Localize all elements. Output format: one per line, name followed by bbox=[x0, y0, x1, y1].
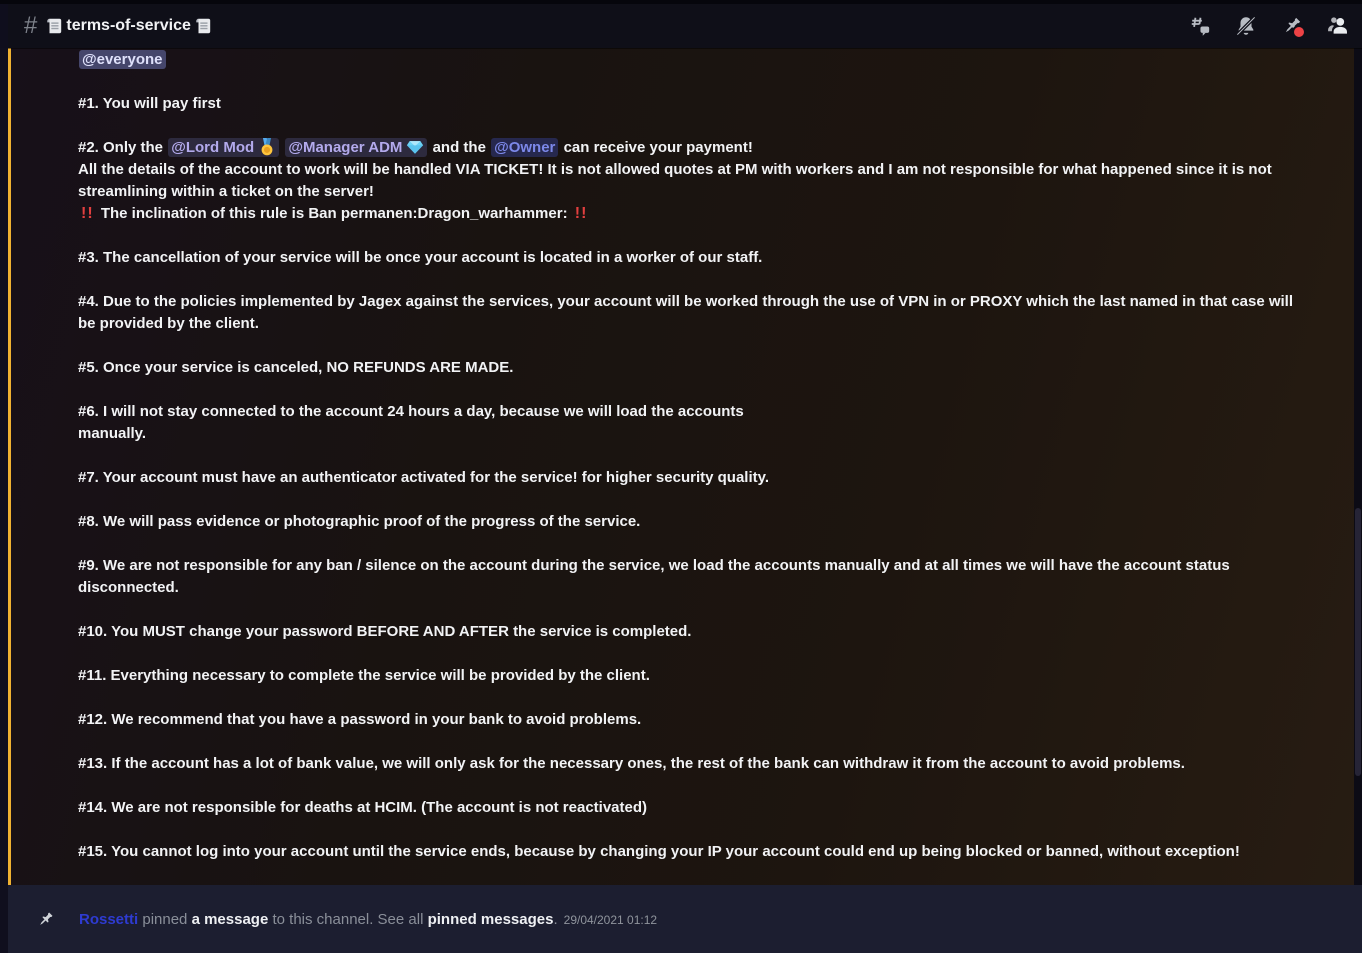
message-text: #14. We are not responsible for deaths at HCIM. (The account is not reactivated) bbox=[78, 799, 648, 816]
message-text: #2. Only the bbox=[78, 139, 168, 156]
message-text: #13. If the account has a lot of bank value, we will only ask for the necessary ones, the rest of the bank can withdraw it from the account to avoid problems. bbox=[78, 755, 1185, 772]
bell-muted-icon bbox=[1235, 15, 1257, 37]
message-text: #1. You will pay first bbox=[78, 95, 221, 112]
message-paragraph bbox=[78, 291, 1313, 335]
message-text: can receive your payment! bbox=[559, 139, 753, 156]
pin-icon bbox=[36, 910, 55, 929]
message-text: manually. bbox=[78, 425, 147, 442]
chat-scrollbar[interactable] bbox=[1354, 48, 1362, 885]
message-paragraph bbox=[78, 511, 1313, 533]
message-paragraph bbox=[78, 247, 1313, 269]
message-text: #6. I will not stay connected to the account 24 hours a day, because we will load the accounts bbox=[78, 403, 744, 420]
mention-lord-mod[interactable]: @Lord Mod bbox=[168, 138, 279, 157]
members-icon bbox=[1327, 15, 1349, 37]
message-text: #7. Your account must have an authenticator activated for the service! for higher security quality. bbox=[78, 469, 770, 486]
message-text: #12. We recommend that you have a password in your bank to avoid problems. bbox=[78, 711, 642, 728]
message-text: and the bbox=[428, 139, 491, 156]
timestamp: 29/04/2021 01:12 bbox=[563, 912, 658, 927]
message-area bbox=[8, 48, 1354, 885]
message-text: #8. We will pass evidence or photographic proof of the progress of the service. bbox=[78, 513, 641, 530]
member-list-button[interactable] bbox=[1326, 14, 1350, 38]
message-paragraph bbox=[78, 841, 1313, 863]
window-left-edge bbox=[0, 48, 8, 953]
message-text: #10. You MUST change your password BEFORE AND AFTER the service is completed. bbox=[78, 623, 692, 640]
scroll-emoji bbox=[45, 17, 63, 35]
message-paragraph bbox=[78, 753, 1313, 775]
message-paragraph bbox=[78, 467, 1313, 489]
message-text: #4. Due to the policies implemented by Jagex against the services, your account will be worked through the use of VPN in or PROXY which the last named in that case will be provided by the client. bbox=[78, 293, 1294, 332]
notice-text: . bbox=[553, 910, 558, 928]
mention-manager-adm[interactable]: @Manager ADM bbox=[285, 138, 427, 157]
message-paragraph bbox=[78, 665, 1313, 687]
message-text: #11. Everything necessary to complete the service will be provided by the client. bbox=[78, 667, 650, 684]
pinned-messages-link[interactable]: pinned messages bbox=[427, 910, 554, 928]
message-text: All the details of the account to work will be handled VIA TICKET! It is not allowed quotes at PM with workers and I am not responsible for what happened since it is not streamlining within a ticket on the server! bbox=[78, 161, 1272, 200]
message-paragraph bbox=[78, 357, 1313, 379]
message-paragraph bbox=[78, 401, 1313, 445]
message-paragraph bbox=[78, 797, 1313, 819]
message-text: The inclination of this rule is Ban permanen:Dragon_warhammer: bbox=[96, 205, 572, 222]
medal-emoji bbox=[258, 138, 276, 156]
mention-everyone[interactable]: @everyone bbox=[79, 50, 166, 69]
double-exclamation-emoji: !! bbox=[81, 205, 94, 222]
gem-emoji bbox=[406, 138, 424, 156]
message-paragraph bbox=[78, 49, 1313, 71]
scroll-emoji bbox=[194, 17, 212, 35]
highlighted-message bbox=[78, 49, 1354, 908]
message-text: #5. Once your service is canceled, NO REFUNDS ARE MADE. bbox=[78, 359, 514, 376]
message-paragraph bbox=[78, 621, 1313, 643]
channel-hash-icon: # bbox=[24, 12, 38, 39]
pinned-messages-button[interactable] bbox=[1280, 14, 1304, 38]
message-text: #3. The cancellation of your service will be once your account is located in a worker of our staff. bbox=[78, 249, 763, 266]
channel-name: terms-of-service bbox=[66, 17, 191, 34]
mention-owner[interactable]: @Owner bbox=[491, 138, 558, 157]
message-text: #15. You cannot log into your account until the service ends, because by changing your IP your account could end up being blocked or banned, without exception! bbox=[78, 843, 1240, 860]
notice-text: to this channel. See all bbox=[268, 910, 428, 928]
threads-button[interactable] bbox=[1188, 14, 1212, 38]
username-link[interactable]: Rossetti bbox=[79, 910, 139, 928]
message-paragraph bbox=[78, 709, 1313, 731]
threads-icon bbox=[1189, 15, 1211, 37]
message-paragraph bbox=[78, 93, 1313, 115]
channel-header bbox=[8, 4, 1362, 48]
message-link[interactable]: a message bbox=[191, 910, 269, 928]
pinned-notice-text bbox=[79, 911, 657, 928]
notifications-muted-button[interactable] bbox=[1234, 14, 1258, 38]
message-paragraph bbox=[78, 137, 1313, 225]
message-paragraph bbox=[78, 555, 1313, 599]
chat-scrollbar-thumb[interactable] bbox=[1355, 508, 1361, 776]
message-text: #9. We are not responsible for any ban / silence on the account during the service, we load the accounts manually and at all times we will have the account status disconnected. bbox=[78, 557, 1230, 596]
message-text bbox=[280, 139, 284, 156]
pinned-notice-bar bbox=[8, 885, 1362, 953]
pin-alert-badge bbox=[1292, 25, 1306, 39]
double-exclamation-emoji: !! bbox=[574, 205, 588, 222]
notice-text: pinned bbox=[138, 910, 192, 928]
